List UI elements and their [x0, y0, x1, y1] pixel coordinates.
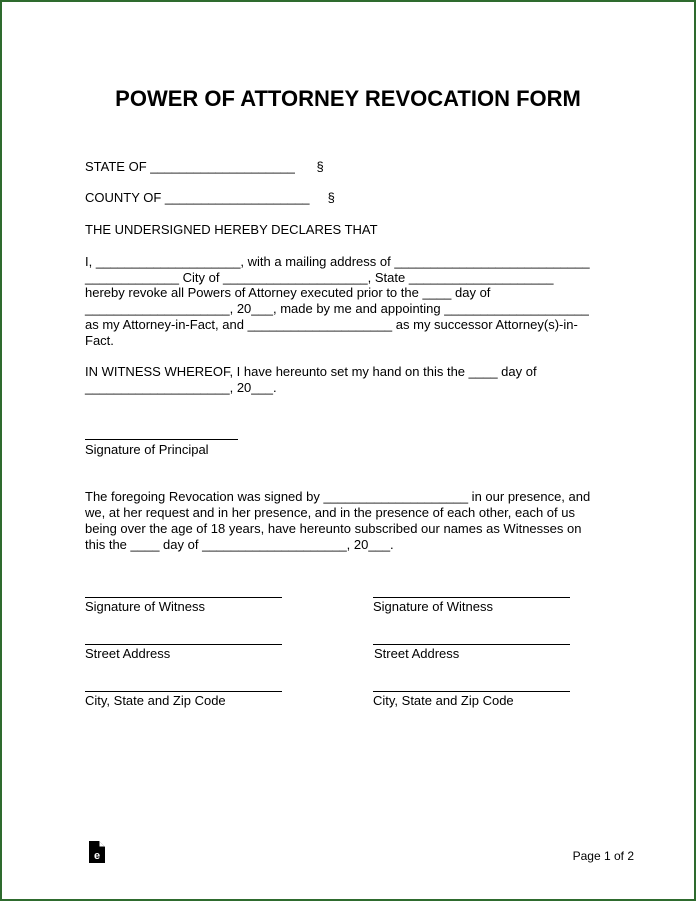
declares-line: THE UNDERSIGNED HEREBY DECLARES THAT [85, 222, 378, 237]
paragraph-line: we, at her request and in her presence, and in the presence of each other, each of us [85, 505, 575, 520]
street-address-label-left: Street Address [85, 646, 171, 661]
witness-signature-label-right: Signature of Witness [373, 599, 493, 614]
paragraph-line: hereby revoke all Powers of Attorney executed prior to the ____ day of [85, 285, 491, 300]
city-state-zip-line-right [373, 691, 570, 692]
document-title: POWER OF ATTORNEY REVOCATION FORM [115, 86, 581, 111]
paragraph-line: IN WITNESS WHEREOF, I have hereunto set my hand on this the ____ day of [85, 364, 537, 379]
paragraph-line: this the ____ day of ____________________, 20___. [85, 537, 394, 552]
witness-signature-label-left: Signature of Witness [85, 599, 205, 614]
paragraph-line: ____________________, 20___. [85, 380, 277, 395]
paragraph-line: Fact. [85, 333, 114, 348]
witness-signature-line-left [85, 597, 282, 598]
paragraph-line: The foregoing Revocation was signed by ____________________ in our presence, and [85, 489, 591, 504]
street-address-line-left [85, 644, 282, 645]
paragraph-line: as my Attorney-in-Fact, and ____________________ as my successor Attorney(s)-in- [85, 317, 578, 332]
city-state-zip-label-right: City, State and Zip Code [373, 693, 514, 708]
county-line: COUNTY OF ____________________ § [85, 190, 335, 205]
state-line: STATE OF ____________________ § [85, 159, 324, 174]
paragraph-line: being over the age of 18 years, have hereunto subscribed our names as Witnesses on [85, 521, 582, 536]
city-state-zip-label-left: City, State and Zip Code [85, 693, 226, 708]
street-address-line-right [373, 644, 570, 645]
svg-text:e: e [93, 850, 101, 862]
principal-signature-label: Signature of Principal [85, 442, 209, 457]
paragraph-line: I, ____________________, with a mailing address of ___________________________ [85, 254, 590, 269]
eforms-logo-icon [88, 840, 106, 864]
page-number: Page 1 of 2 [572, 849, 634, 863]
paragraph-line: _____________ City of ____________________, State ____________________ [85, 270, 554, 285]
street-address-label-right: Street Address [374, 646, 460, 661]
witness-signature-line-right [373, 597, 570, 598]
paragraph-line: ____________________, 20___, made by me and appointing ____________________ [85, 301, 589, 316]
principal-signature-line [85, 439, 238, 440]
city-state-zip-line-left [85, 691, 282, 692]
